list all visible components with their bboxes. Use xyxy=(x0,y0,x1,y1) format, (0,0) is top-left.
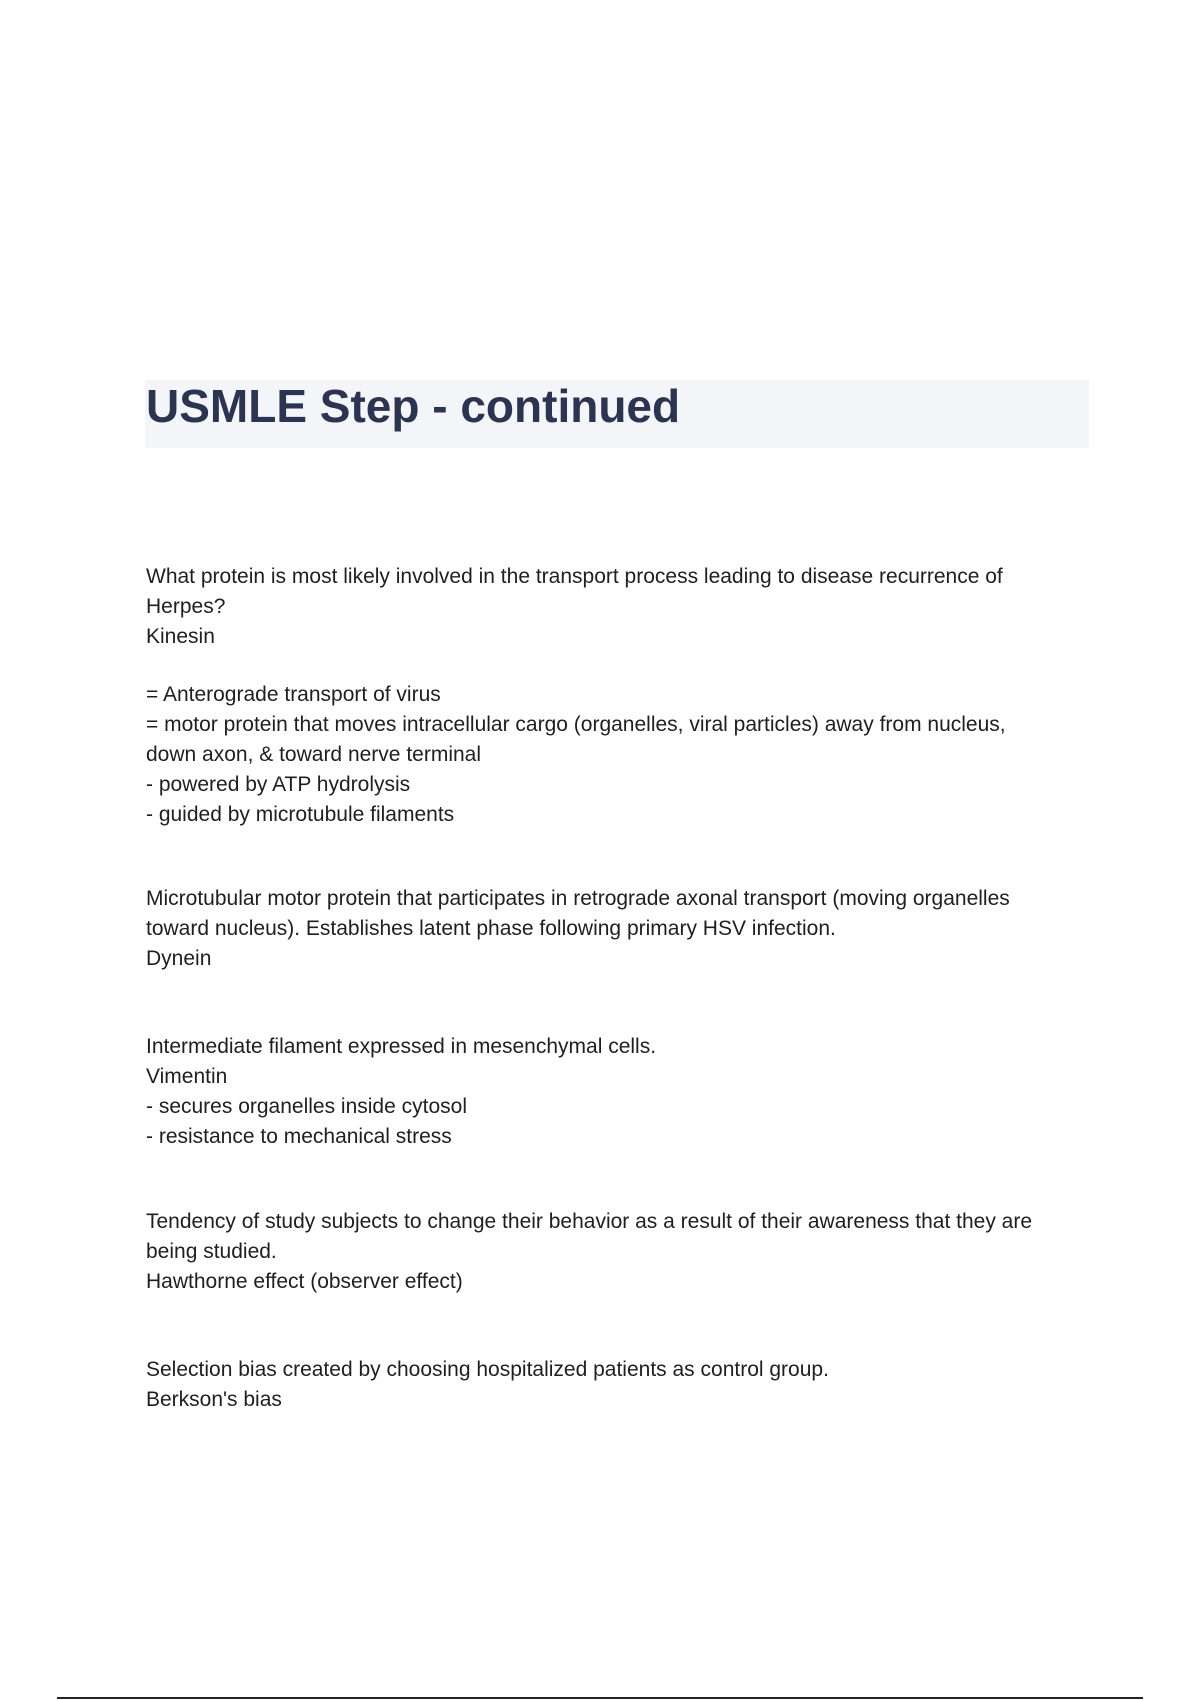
question-text: Microtubular motor protein that participates in retrograde axonal transport (moving organelles xyxy=(146,887,1010,910)
flashcard-berksons-bias xyxy=(146,1355,1086,1415)
flashcard-kinesin xyxy=(146,562,1086,830)
note-line: - guided by microtubule filaments xyxy=(146,803,455,826)
question-text: Intermediate filament expressed in mesenchymal cells. xyxy=(146,1035,657,1058)
answer-text: Berkson's bias xyxy=(146,1388,282,1411)
note-line: = motor protein that moves intracellular cargo (organelles, viral particles) away from nucleus, xyxy=(146,713,1006,736)
question-text: What protein is most likely involved in the transport process leading to disease recurrence of xyxy=(146,565,1003,588)
answer-text: Dynein xyxy=(146,947,212,970)
answer-text: Hawthorne effect (observer effect) xyxy=(146,1270,463,1293)
note-line: = Anterograde transport of virus xyxy=(146,683,441,706)
page-title: USMLE Step - continued xyxy=(146,380,681,432)
question-text: being studied. xyxy=(146,1240,277,1263)
note-line: - powered by ATP hydrolysis xyxy=(146,773,411,796)
footer-divider xyxy=(57,1697,1143,1699)
question-text: toward nucleus). Establishes latent phase following primary HSV infection. xyxy=(146,917,836,940)
flashcard-dynein xyxy=(146,884,1086,974)
note-line: - secures organelles inside cytosol xyxy=(146,1095,467,1118)
question-text: Selection bias created by choosing hospitalized patients as control group. xyxy=(146,1358,829,1381)
spacer xyxy=(146,652,1086,680)
note-line: down axon, & toward nerve terminal xyxy=(146,743,482,766)
note-line: - resistance to mechanical stress xyxy=(146,1125,452,1148)
flashcard-hawthorne-effect xyxy=(146,1207,1086,1297)
flashcard-vimentin xyxy=(146,1032,1086,1152)
answer-text: Vimentin xyxy=(146,1065,228,1088)
question-text: Tendency of study subjects to change their behavior as a result of their awareness that they are xyxy=(146,1210,1033,1233)
question-text: Herpes? xyxy=(146,595,226,618)
answer-text: Kinesin xyxy=(146,625,215,648)
